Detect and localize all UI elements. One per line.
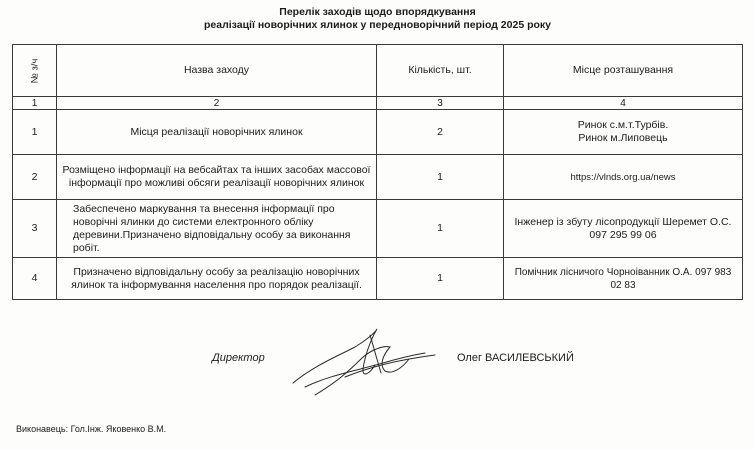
row-place <box>504 200 743 258</box>
col-number-4: 4 <box>504 97 743 110</box>
row-num: 3 <box>13 200 57 258</box>
row-place <box>504 110 743 155</box>
row-name: Забеспечено маркування та внесення інформації про новорічні ялинки до системи електронного обліку деревини.Призначено відповідальну особу за виконання робіт. <box>57 200 377 258</box>
col-number-2: 2 <box>57 97 377 110</box>
table-row <box>13 155 743 200</box>
place-link[interactable]: https://vlnds.org.ua/news <box>570 171 676 183</box>
row-place <box>504 155 743 200</box>
executor-note: Виконавець: Гол.Інж. Яковенко В.М. <box>16 424 167 434</box>
title-line-1: Перелік заходів щодо впорядкування <box>279 6 476 18</box>
title-line-2: реалізації новорічних ялинок у передноворічний період 2025 року <box>204 19 551 31</box>
row-qty: 1 <box>377 200 504 258</box>
header-name: Назва заходу <box>57 45 377 97</box>
table-row <box>13 110 743 155</box>
header-place: Місце розташування <box>504 45 743 97</box>
place-line-2: Ринок м.Липовець <box>578 132 668 144</box>
column-number-row <box>13 97 743 110</box>
row-num: 1 <box>13 110 57 155</box>
row-name: Розміщено інформації на вебсайтах та інших засобах массової інформації про можливі обсяги реалізації новорічних ялинок <box>57 155 377 200</box>
col-number-1: 1 <box>13 97 57 110</box>
director-label: Директор <box>212 352 265 364</box>
row-num: 2 <box>13 155 57 200</box>
director-name: Олег ВАСИЛЕВСЬКИЙ <box>457 352 574 364</box>
handwritten-signature <box>285 325 445 400</box>
measures-table <box>12 44 743 300</box>
row-place: Помічник лісничого Чорноіванник О.А. 097 983 02 83 <box>504 258 743 300</box>
row-qty: 1 <box>377 258 504 300</box>
row-num: 4 <box>13 258 57 300</box>
place-line-1: Інженер із збуту лісопродукції Шеремет О.С. <box>514 215 732 228</box>
header-row <box>13 45 743 97</box>
row-name: Місця реалізації новорічних ялинок <box>57 110 377 155</box>
table-row <box>13 258 743 300</box>
document-title <box>0 6 755 32</box>
row-qty: 2 <box>377 110 504 155</box>
row-qty: 1 <box>377 155 504 200</box>
row-name: Призначено відповідальну особу за реалізацію новорічних ялинок та інформування населення про порядок реалізації. <box>57 258 377 300</box>
col-number-3: 3 <box>377 97 504 110</box>
header-qty: Кількість, шт. <box>377 45 504 97</box>
table-row <box>13 200 743 258</box>
header-num: № з/ч <box>13 45 57 97</box>
place-line-2: 097 295 99 06 <box>589 228 657 241</box>
place-line-1: Ринок с.м.т.Турбів. <box>577 119 669 131</box>
